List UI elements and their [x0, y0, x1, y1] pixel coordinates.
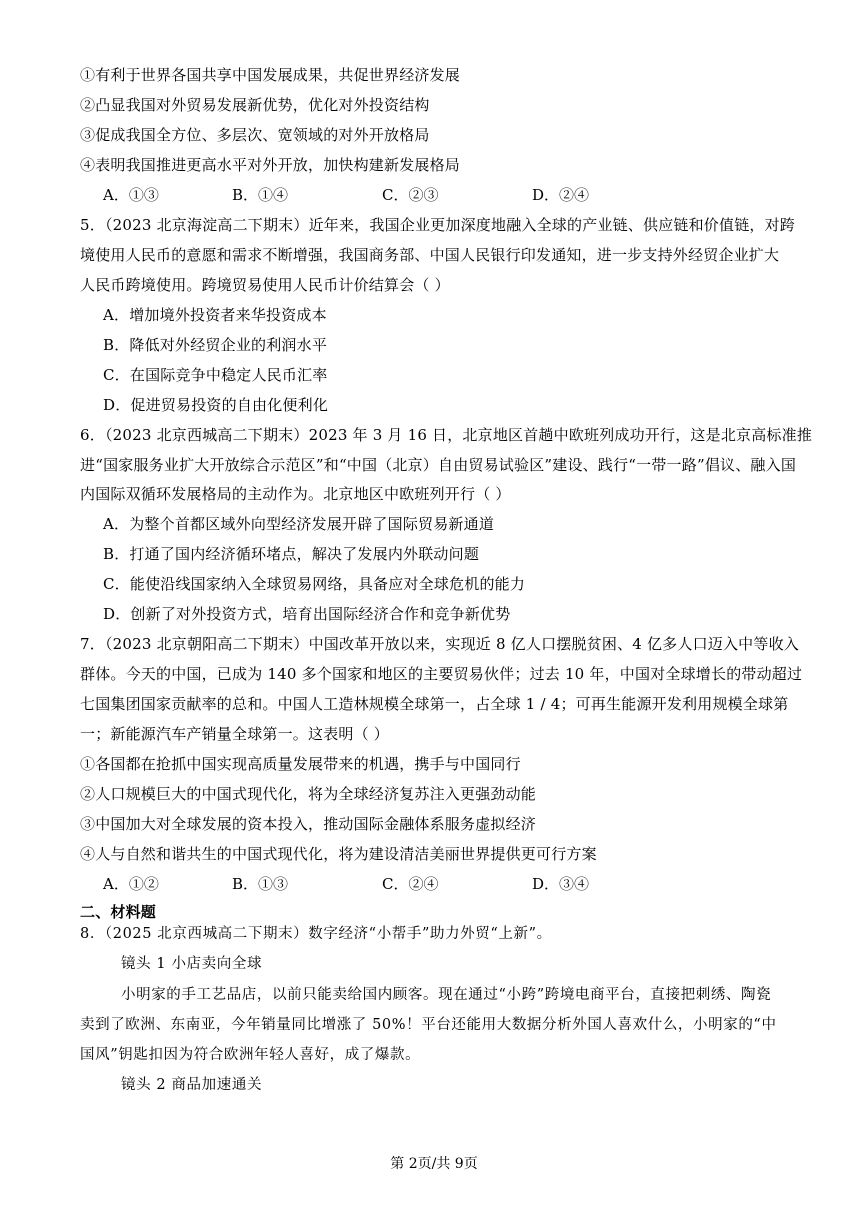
page-number: 第 2页/共 9页 [390, 1156, 478, 1172]
q5-option-b: B．降低对外经贸企业的利润水平 [103, 336, 328, 354]
q7-statement-3: ③中国加大对全球发展的资本投入，推动国际金融体系服务虚拟经济 [80, 815, 537, 833]
q6-option-a: A．为整个首都区域外向型经济发展开辟了国际贸易新通道 [103, 515, 495, 533]
q4-option-d: D．②④ [532, 186, 590, 204]
q4-option-b: B．①④ [232, 186, 289, 204]
q6-stem-line-1: 6．（2023 北京西城高二下期末）2023 年 3 月 16 日，北京地区首趟中欧班列成功开行，这是北京高标准推 [80, 426, 813, 444]
q5-option-c: C．在国际竞争中稳定人民币汇率 [103, 366, 328, 384]
statement-1: ①有利于世界各国共享中国发展成果，共促世界经济发展 [80, 66, 461, 84]
q8-shot1-line-1: 小明家的手工艺品店，以前只能卖给国内顾客。现在通过“小跨”跨境电商平台，直接把刺绣、陶瓷 [121, 987, 772, 1003]
q4-option-c: C．②③ [382, 186, 439, 204]
q8-shot1-title: 镜头 1 小店卖向全球 [121, 956, 263, 972]
q6-option-c: C．能使沿线国家纳入全球贸易网络，具备应对全球危机的能力 [103, 575, 526, 593]
q8-shot1-line-2: 卖到了欧洲、东南亚，今年销量同比增涨了 50%！平台还能用大数据分析外国人喜欢什么，小明家的“中 [80, 1017, 777, 1033]
q7-statement-4: ④人与自然和谐共生的中国式现代化，将为建设清洁美丽世界提供更可行方案 [80, 845, 597, 863]
q6-stem-line-2: 进“国家服务业扩大开放综合示范区”和“中国（北京）自由贸易试验区”建设、践行“一带一路”倡议、融入国 [80, 456, 797, 474]
q7-stem-line-1: 7．（2023 北京朝阳高二下期末）中国改革开放以来，实现近 8 亿人口摆脱贫困、4 亿多人口迈入中等收入 [80, 635, 799, 653]
q5-stem-line-3: 人民币跨境使用。跨境贸易使用人民币计价结算会（ ） [80, 276, 450, 294]
q8-title: 8．（2025 北京西城高二下期末）数字经济“小帮手”助力外贸“上新”。 [80, 926, 552, 942]
q7-option-d: D．③④ [532, 875, 590, 893]
q7-stem-line-3: 七国集团国家贡献率的总和。中国人工造林规模全球第一，占全球 1 / 4；可再生能源开发利用规模全球第 [80, 695, 789, 713]
q7-stem-line-4: 一；新能源汽车产销量全球第一。这表明（ ） [80, 725, 389, 743]
q8-shot2-title: 镜头 2 商品加速通关 [121, 1077, 263, 1093]
q7-option-c: C．②④ [382, 875, 439, 893]
q5-stem-line-2: 境使用人民币的意愿和需求不断增强，我国商务部、中国人民银行印发通知，进一步支持外经贸企业扩大 [80, 246, 780, 264]
q4-option-a: A．①③ [103, 186, 159, 204]
q7-option-b: B．①③ [232, 875, 289, 893]
q6-option-b: B．打通了国内经济循环堵点，解决了发展内外联动问题 [103, 545, 480, 563]
q7-stem-line-2: 群体。今天的中国，已成为 140 多个国家和地区的主要贸易伙伴；过去 10 年，中国对全球增长的带动超过 [80, 665, 803, 683]
q5-option-a: A．增加境外投资者来华投资成本 [103, 306, 327, 324]
q6-option-d: D．创新了对外投资方式，培育出国际经济合作和竞争新优势 [103, 605, 511, 623]
section-title: 二、材料题 [80, 903, 157, 921]
q7-option-a: A．①② [103, 875, 159, 893]
q7-statement-2: ②人口规模巨大的中国式现代化，将为全球经济复苏注入更强劲动能 [80, 785, 537, 803]
statement-2: ②凸显我国对外贸易发展新优势，优化对外投资结构 [80, 96, 430, 114]
q6-stem-line-3: 内国际双循环发展格局的主动作为。北京地区中欧班列开行（ ） [80, 485, 511, 503]
q5-option-d: D．促进贸易投资的自由化便利化 [103, 396, 329, 414]
q7-statement-1: ①各国都在抢抓中国实现高质量发展带来的机遇，携手与中国同行 [80, 755, 521, 773]
q5-stem-line-1: 5．（2023 北京海淀高二下期末）近年来，我国企业更加深度地融入全球的产业链、供应链和价值链，对跨 [80, 216, 795, 234]
q8-shot1-line-3: 国风”钥匙扣因为符合欧洲年轻人喜好，成了爆款。 [80, 1047, 421, 1063]
statement-4: ④表明我国推进更高水平对外开放，加快构建新发展格局 [80, 156, 461, 174]
statement-3: ③促成我国全方位、多层次、宽领域的对外开放格局 [80, 126, 430, 144]
